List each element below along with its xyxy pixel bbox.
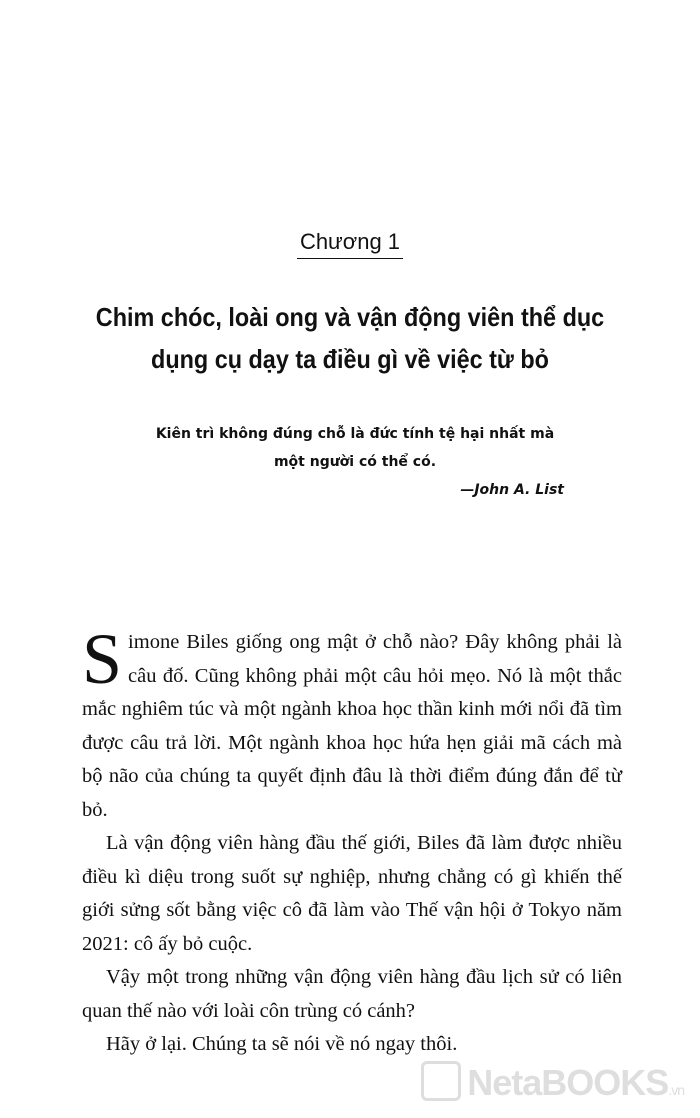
paragraph-4: Hãy ở lại. Chúng ta sẽ nói về nó ngay thôi. [106,1033,458,1055]
watermark-logo [421,1061,684,1104]
epigraph-attribution: —John A. List [460,482,564,498]
watermark-suffix: .vn [668,1082,684,1098]
chapter-title [89,296,611,380]
epigraph-line-2: một người có thể có. [273,454,437,470]
paragraph-1 [82,619,622,827]
chapter-label-text: Chương 1 [297,229,403,259]
chapter-title-line-1: Chim chóc, loài ong và vận động viên thể dục [95,302,605,332]
paragraph-1-text: imone Biles giống ong mật ở chỗ nào? Đây không phải là câu đố. Cũng không phải một câu hỏi mẹo. Nó là một thắc mắc nghiêm túc và một ngành khoa học thần kinh mới nổi đã tìm được câu trả lời. Một ngành khoa học hứa hẹn giải mã cách mà bộ não của chúng ta quyết định đâu là thời điểm đúng đắn để từ bỏ. [82,631,622,821]
netabooks-logo-icon [421,1061,461,1101]
watermark-text: NetaBOOKS [467,1062,669,1103]
epigraph-line-1: Kiên trì không đúng chỗ là đức tính tệ hại nhất mà [155,426,555,442]
paragraph-2: Là vận động viên hàng đầu thế giới, Biles đã làm được nhiều điều kì diệu trong suốt sự nghiệp, nhưng chẳng có gì khiến thế giới sửng sốt bằng việc cô đã làm vào Thế vận hội ở Tokyo năm 2021: cô ấy bỏ cuộc. [82,832,622,955]
chapter-title-line-2: dụng cụ dạy ta điều gì về việc từ bỏ [151,344,549,374]
epigraph [120,420,590,476]
chapter-label [0,229,700,255]
drop-cap: S [82,619,123,699]
paragraph-3: Vậy một trong những vận động viên hàng đầu lịch sử có liên quan thế nào với loài côn trùng có cánh? [82,966,622,1022]
body-text [82,619,622,1062]
